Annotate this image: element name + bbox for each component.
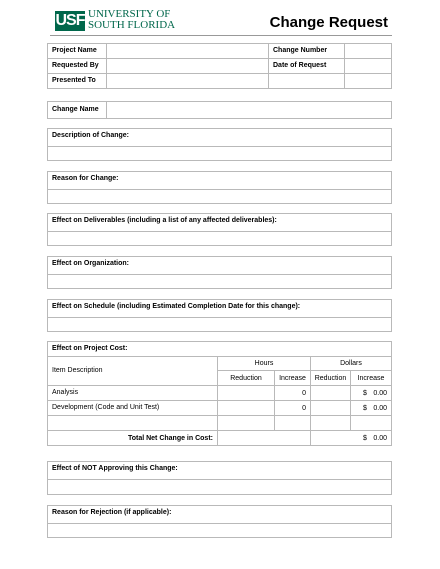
project-cost-label: Effect on Project Cost: [48, 342, 392, 357]
header-rule [50, 35, 392, 36]
item-cell[interactable]: Development (Code and Unit Test) [48, 401, 218, 416]
currency-symbol: $ [363, 389, 367, 397]
dollars-header: Dollars [311, 357, 392, 371]
hours-increase-cell[interactable]: 0 [275, 386, 311, 401]
hours-reduction-cell[interactable] [218, 416, 275, 431]
project-name-field[interactable] [107, 44, 269, 59]
organization-label: Effect on Organization: [52, 260, 129, 267]
reason-field[interactable] [48, 189, 391, 204]
description-section [47, 128, 392, 161]
empty-cell [345, 74, 392, 89]
dollars-increase-value: 0.00 [373, 389, 387, 397]
reason-label: Reason for Change: [52, 175, 119, 182]
hours-reduction-header: Reduction [218, 371, 275, 386]
deliverables-section [47, 213, 392, 246]
usf-logo-wordmark [88, 9, 175, 31]
project-name-label: Project Name [48, 44, 107, 59]
empty-cell [269, 74, 345, 89]
change-name-field[interactable] [107, 102, 392, 119]
requested-by-label: Requested By [48, 59, 107, 74]
description-field[interactable] [48, 146, 391, 161]
dollars-reduction-header: Reduction [311, 371, 351, 386]
item-description-header: Item Description [48, 357, 218, 386]
deliverables-field[interactable] [48, 231, 391, 246]
currency-symbol: $ [363, 404, 367, 412]
description-label: Description of Change: [52, 132, 130, 139]
item-cell[interactable]: Analysis [48, 386, 218, 401]
hours-reduction-cell[interactable] [218, 386, 275, 401]
hours-increase-cell[interactable] [275, 416, 311, 431]
rejection-label: Reason for Rejection (if applicable): [52, 509, 172, 516]
currency-symbol: $ [363, 434, 367, 442]
dollars-reduction-cell[interactable] [311, 386, 351, 401]
change-number-field[interactable] [345, 44, 392, 59]
rejection-section [47, 505, 392, 538]
total-net-change-label: Total Net Change in Cost: [48, 431, 218, 446]
dollars-reduction-cell[interactable] [311, 416, 351, 431]
dollars-increase-value: 0.00 [373, 404, 387, 412]
change-number-label: Change Number [269, 44, 345, 59]
hours-reduction-cell[interactable] [218, 401, 275, 416]
organization-field[interactable] [48, 274, 391, 289]
not-approving-section [47, 461, 392, 495]
project-info-table [47, 43, 392, 89]
schedule-section [47, 299, 392, 332]
total-dollars-cell[interactable] [311, 431, 392, 446]
presented-to-field[interactable] [107, 74, 269, 89]
presented-to-label: Presented To [48, 74, 107, 89]
total-hours-cell[interactable] [218, 431, 311, 446]
table-row [48, 416, 392, 431]
hours-header: Hours [218, 357, 311, 371]
dollars-increase-cell[interactable] [351, 401, 392, 416]
dollars-increase-cell[interactable] [351, 416, 392, 431]
usf-logo-mark: USF [55, 12, 85, 29]
requested-by-field[interactable] [107, 59, 269, 74]
hours-increase-header: Increase [275, 371, 311, 386]
schedule-field[interactable] [48, 317, 391, 332]
table-row [48, 386, 392, 401]
schedule-label: Effect on Schedule (including Estimated Completion Date for this change): [52, 303, 301, 310]
reason-section [47, 171, 392, 204]
dollars-reduction-cell[interactable] [311, 401, 351, 416]
change-name-table [47, 101, 392, 119]
hours-increase-cell[interactable]: 0 [275, 401, 311, 416]
document-title: Change Request [269, 14, 388, 31]
date-of-request-label: Date of Request [269, 59, 345, 74]
table-row [48, 401, 392, 416]
change-name-label: Change Name [48, 102, 107, 119]
not-approving-label: Effect of NOT Approving this Change: [52, 465, 178, 472]
dollars-increase-header: Increase [351, 371, 392, 386]
deliverables-label: Effect on Deliverables (including a list of any affected deliverables): [52, 217, 277, 224]
organization-section [47, 256, 392, 289]
total-dollars-value: 0.00 [373, 434, 387, 442]
project-cost-table [47, 341, 392, 446]
dollars-increase-cell[interactable] [351, 386, 392, 401]
rejection-field[interactable] [48, 523, 391, 538]
item-cell[interactable] [48, 416, 218, 431]
not-approving-field[interactable] [48, 479, 391, 495]
logo-line-1: UNIVERSITY OF [88, 8, 171, 20]
logo-line-2: SOUTH FLORIDA [88, 19, 176, 31]
date-of-request-field[interactable] [345, 59, 392, 74]
